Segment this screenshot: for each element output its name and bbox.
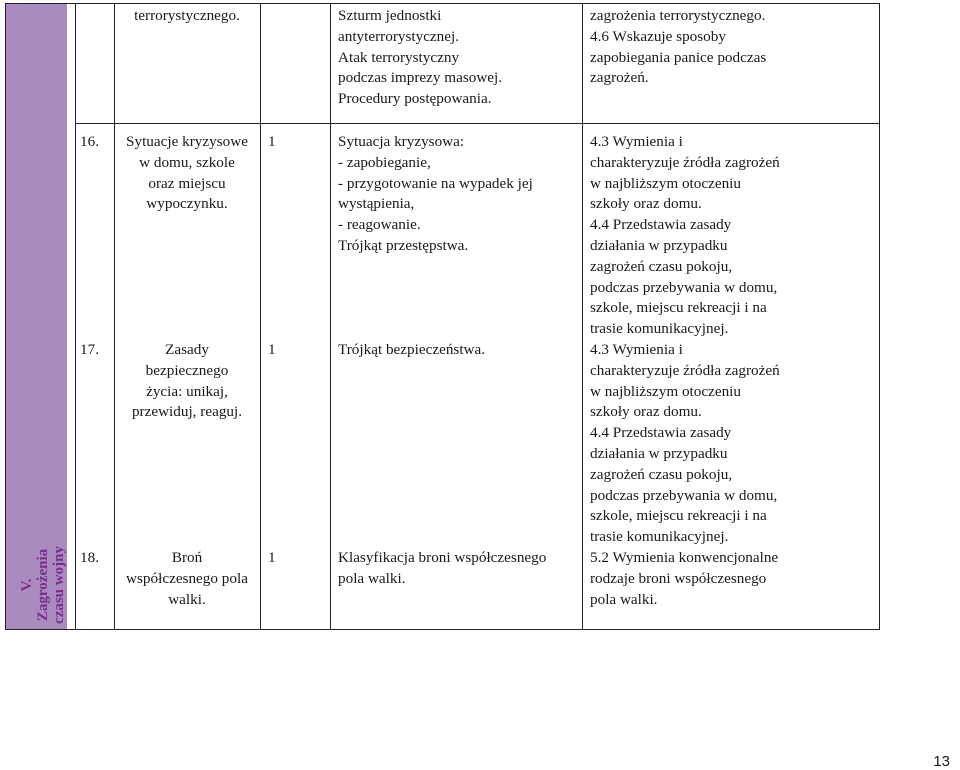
- page-number: 13: [933, 753, 950, 770]
- objectives-cell: 4.3 Wymienia i charakteryzuje źródła zagrożeń w najbliższym otoczeniu szkoły oraz domu. 4.4 Przedstawia zasady działania w przypadku zagrożeń czasu pokoju, podczas przebywania w domu, szkole, miejscu rekreacji i na trasie komunikacyjnej.: [590, 341, 780, 546]
- table-border-right: [879, 3, 880, 630]
- hours-cell: 1: [268, 549, 276, 566]
- objectives-cell: zagrożenia terrorystycznego. 4.6 Wskazuje sposoby zapobiegania panice podczas zagrożeń.: [590, 7, 767, 87]
- objectives-cell: 4.3 Wymienia i charakteryzuje źródła zagrożeń w najbliższym otoczeniu szkoły oraz domu. 4.4 Przedstawia zasady działania w przypadku zagrożeń czasu pokoju, podczas przebywania w domu, szkole, miejscu rekreacji i na trasie komunikacyjnej.: [590, 133, 780, 338]
- table-border-top: [5, 3, 879, 4]
- topic-cell: terrorystycznego.: [134, 7, 240, 24]
- column-divider: [114, 3, 115, 630]
- section-title-line2: czasu wojny: [51, 545, 67, 624]
- lesson-number: 18.: [80, 549, 99, 566]
- content-cell: Szturm jednostki antyterrorystycznej. Atak terrorystyczny podczas imprezy masowej. Procedury postępowania.: [338, 7, 503, 108]
- hours-cell: 1: [268, 133, 276, 150]
- lesson-number: 16.: [80, 133, 99, 150]
- column-divider: [260, 3, 261, 630]
- topic-cell: Broń współczesnego pola walki.: [126, 549, 248, 608]
- objectives-cell: 5.2 Wymienia konwencjonalne rodzaje broni współczesnego pola walki.: [590, 549, 779, 608]
- column-divider: [582, 3, 583, 630]
- column-divider: [75, 3, 76, 630]
- content-cell: Klasyfikacja broni współczesnego pola walki.: [338, 549, 547, 587]
- section-number: V.: [19, 578, 35, 591]
- row-divider: [75, 123, 879, 124]
- column-divider: [330, 3, 331, 630]
- topic-cell: Zasady bezpiecznego życia: unikaj, przewiduj, reaguj.: [131, 341, 243, 421]
- content-cell: Sytuacja kryzysowa: - zapobieganie, - przygotowanie na wypadek jej wystąpienia, - reagowanie. Trójkąt przestępstwa.: [338, 133, 533, 254]
- table-border-left: [5, 3, 6, 630]
- content-cell: Trójkąt bezpieczeństwa.: [338, 341, 486, 358]
- lesson-number: 17.: [80, 341, 99, 358]
- section-title-line1: Zagrożenia: [35, 548, 51, 621]
- topic-cell: Sytuacje kryzysowe w domu, szkole oraz miejscu wypoczynku.: [126, 133, 248, 213]
- hours-cell: 1: [268, 341, 276, 358]
- table-border-bottom: [5, 629, 879, 630]
